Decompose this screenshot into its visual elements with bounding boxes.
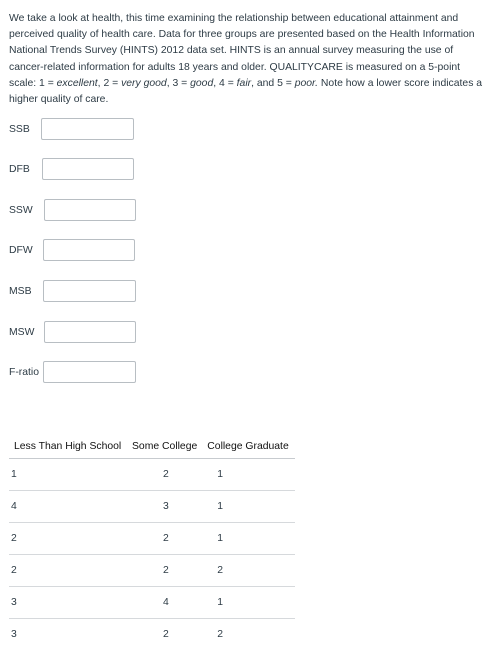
table-cell: 1	[202, 491, 295, 523]
scale-excellent: excellent	[56, 77, 98, 89]
dfb-label: DFB	[9, 163, 30, 175]
table-cell: 2	[127, 459, 202, 491]
msb-input[interactable]	[43, 280, 136, 302]
ssb-row	[9, 118, 134, 140]
ssb-input[interactable]	[41, 118, 134, 140]
msb-label: MSB	[9, 285, 32, 297]
table-row	[9, 523, 295, 555]
dfw-label: DFW	[9, 244, 33, 256]
msb-row	[9, 280, 136, 302]
table-cell: 1	[202, 523, 295, 555]
f-ratio-label: F-ratio	[9, 366, 40, 378]
msw-input[interactable]	[44, 321, 136, 343]
ssw-label: SSW	[9, 204, 33, 216]
table-cell: 2	[9, 523, 127, 555]
f-ratio-input[interactable]	[43, 361, 136, 383]
intro-text: Note how a lower score indicates a higher quality of care.	[9, 77, 483, 106]
table-cell: 2	[202, 619, 295, 651]
table-cell: 2	[9, 555, 127, 587]
data-table	[9, 434, 295, 650]
dfb-input[interactable]	[42, 158, 134, 180]
header-less-than-high-school: Less Than High School	[14, 440, 122, 452]
intro-text: , 2 =	[97, 77, 122, 89]
problem-statement	[9, 11, 489, 108]
dfw-row	[9, 239, 135, 261]
table-cell: 2	[127, 523, 202, 555]
intro-text: We take a look at health, this time examining the relationship between educational attainment and perceived quality of health care. Data for three groups are presented based on the Health Information National Trends Survey (HINTS) 2012 data set. HINTS is an annual survey measuring the use of cancer-related information for adults 18 years and older. QUALITYCARE is measured on a 5-point scale: 1 =	[9, 13, 475, 89]
scale-poor: poor.	[294, 77, 319, 89]
table-row	[9, 555, 295, 587]
table-row	[9, 587, 295, 619]
table-cell: 1	[202, 587, 295, 619]
table-header-row	[9, 434, 295, 459]
msw-row	[9, 321, 136, 343]
table-cell: 1	[9, 459, 127, 491]
ssw-row	[9, 199, 136, 221]
table-cell: 4	[127, 587, 202, 619]
msw-label: MSW	[9, 326, 35, 338]
table-cell: 4	[9, 491, 127, 523]
table-cell: 3	[9, 587, 127, 619]
intro-text: , and 5 =	[251, 77, 295, 89]
dfb-row	[9, 158, 134, 180]
f-ratio-row	[9, 361, 136, 383]
intro-text: , 3 =	[166, 77, 191, 89]
table-cell: 1	[202, 459, 295, 491]
table-row	[9, 459, 295, 491]
dfw-input[interactable]	[43, 239, 135, 261]
intro-text: , 4 =	[213, 77, 237, 89]
scale-good: good	[190, 77, 214, 89]
scale-fair: fair	[236, 77, 252, 89]
table-cell: 3	[9, 619, 127, 651]
table-cell: 2	[202, 555, 295, 587]
table-cell: 2	[127, 619, 202, 651]
table-cell: 3	[127, 491, 202, 523]
header-some-college: Some College	[132, 440, 198, 452]
table-cell: 2	[127, 555, 202, 587]
header-college-graduate: College Graduate	[207, 440, 289, 452]
ssb-label: SSB	[9, 123, 30, 135]
scale-very-good: very good	[121, 77, 167, 89]
table-row	[9, 491, 295, 523]
table-row	[9, 619, 295, 651]
ssw-input[interactable]	[44, 199, 136, 221]
